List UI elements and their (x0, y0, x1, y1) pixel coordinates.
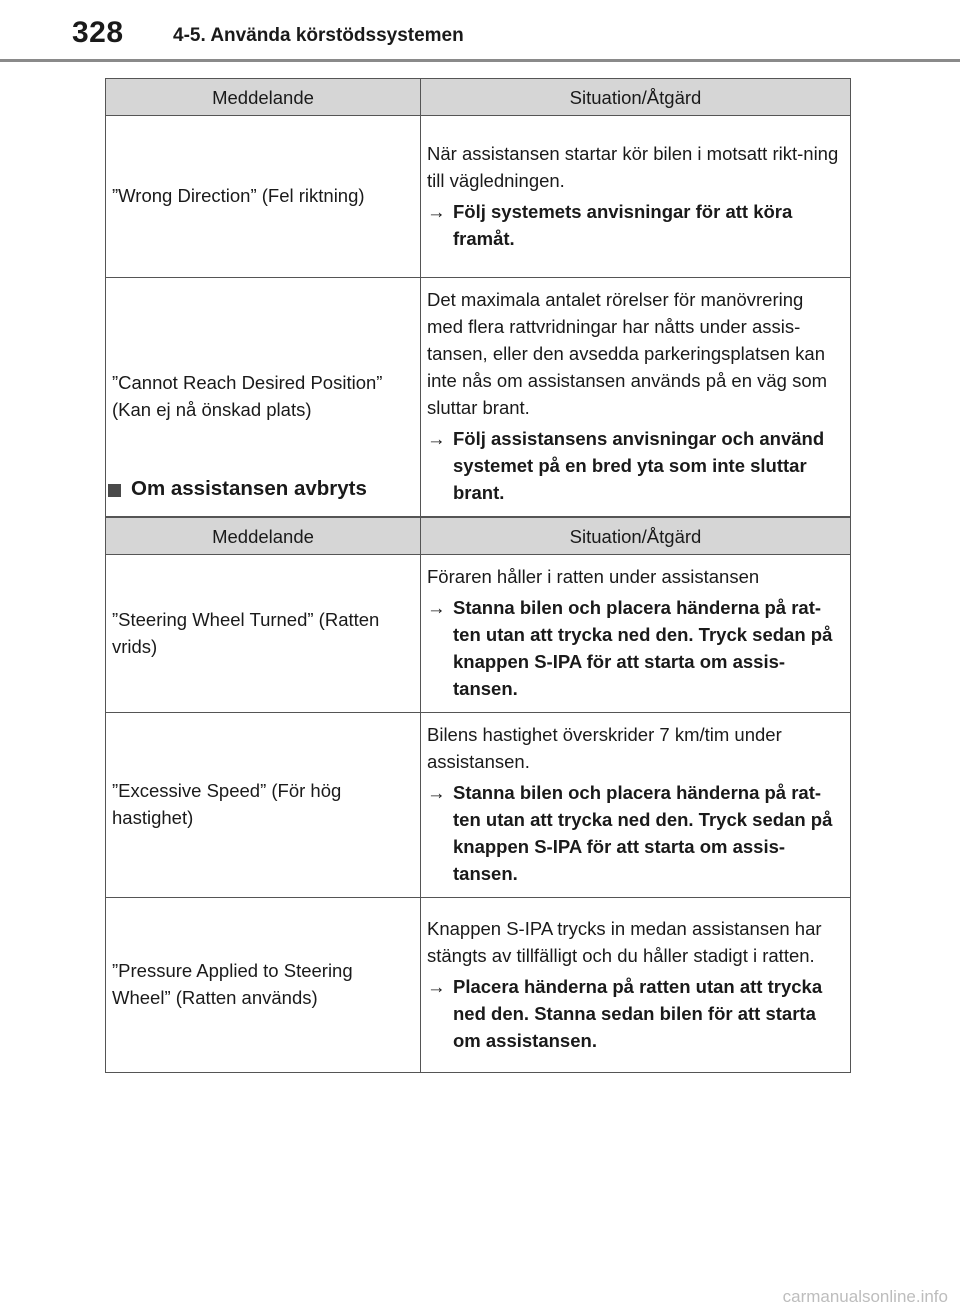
table-row (106, 116, 851, 278)
situation-text: När assistansen startar kör bilen i motsatt rikt-ning till vägledningen. (427, 142, 839, 191)
arrow-right-icon: → (427, 200, 446, 222)
arrow-right-icon: → (427, 975, 446, 997)
situation-text: Föraren håller i ratten under assistansen (427, 566, 760, 587)
table-row (106, 713, 851, 898)
arrow-right-icon: → (427, 428, 446, 449)
action-instruction (427, 198, 844, 252)
action-text: Stanna bilen och placera händerna på rat-ten utan att trycka ned den. Tryck sedan på knappen S-IPA för att starta om assis-tansen. (453, 597, 833, 699)
situation-cell (421, 713, 851, 898)
arrow-right-icon: → (427, 597, 446, 618)
action-instruction (427, 425, 844, 506)
page-header (0, 0, 960, 62)
column-header-message: Meddelande (106, 518, 421, 555)
situation-cell (421, 116, 851, 278)
message-cell: ”Pressure Applied to Steering Wheel” (Ratten används) (106, 898, 421, 1073)
square-bullet-icon (108, 484, 121, 497)
arrow-right-icon: → (427, 782, 446, 803)
table-header-row (106, 518, 851, 555)
situation-cell (421, 278, 851, 517)
subheading-text: Om assistansen avbryts (131, 477, 367, 500)
message-table-1 (105, 78, 851, 517)
section-title: 4-5. Använda körstödssystemen (173, 25, 464, 46)
situation-cell (421, 555, 851, 713)
column-header-message: Meddelande (106, 79, 421, 116)
action-instruction (427, 973, 844, 1054)
action-text: Placera händerna på ratten utan att trycka ned den. Stanna sedan bilen för att starta om assistansen. (453, 975, 823, 1051)
table-row (106, 898, 851, 1073)
action-text: Följ assistansens anvisningar och använd systemet på en bred yta som inte sluttar brant. (453, 428, 825, 503)
table-header-row (106, 79, 851, 116)
action-text: Följ systemets anvisningar för att köra framåt. (453, 200, 793, 249)
section-subheading (108, 476, 367, 502)
message-cell: ”Excessive Speed” (För hög hastighet) (106, 713, 421, 898)
message-cell: ”Steering Wheel Turned” (Ratten vrids) (106, 555, 421, 713)
message-cell: ”Wrong Direction” (Fel riktning) (106, 116, 421, 278)
action-instruction (427, 594, 844, 702)
action-text: Stanna bilen och placera händerna på rat-ten utan att trycka ned den. Tryck sedan på knappen S-IPA för att starta om assis-tansen. (453, 782, 833, 884)
page-number: 328 (72, 16, 124, 49)
situation-text: Bilens hastighet överskrider 7 km/tim under assistansen. (427, 724, 782, 772)
site-watermark: carmanualsonline.info (782, 1287, 948, 1306)
situation-text: Knappen S-IPA trycks in medan assistansen har stängts av tillfälligt och du håller stadigt i ratten. (427, 917, 822, 966)
column-header-situation: Situation/Åtgärd (421, 518, 851, 555)
header-divider (0, 59, 960, 62)
situation-text: Det maximala antalet rörelser för manövrering med flera rattvridningar har nåtts under assis-tansen, eller den avsedda parkeringsplatsen kan inte nås om assistansen används på en väg som sluttar brant. (427, 289, 828, 418)
message-table-2 (105, 517, 851, 1073)
action-instruction (427, 779, 844, 887)
table-row (106, 555, 851, 713)
situation-cell (421, 898, 851, 1073)
column-header-situation: Situation/Åtgärd (421, 79, 851, 116)
message-cell: ”Cannot Reach Desired Position” (Kan ej nå önskad plats) (106, 278, 421, 517)
